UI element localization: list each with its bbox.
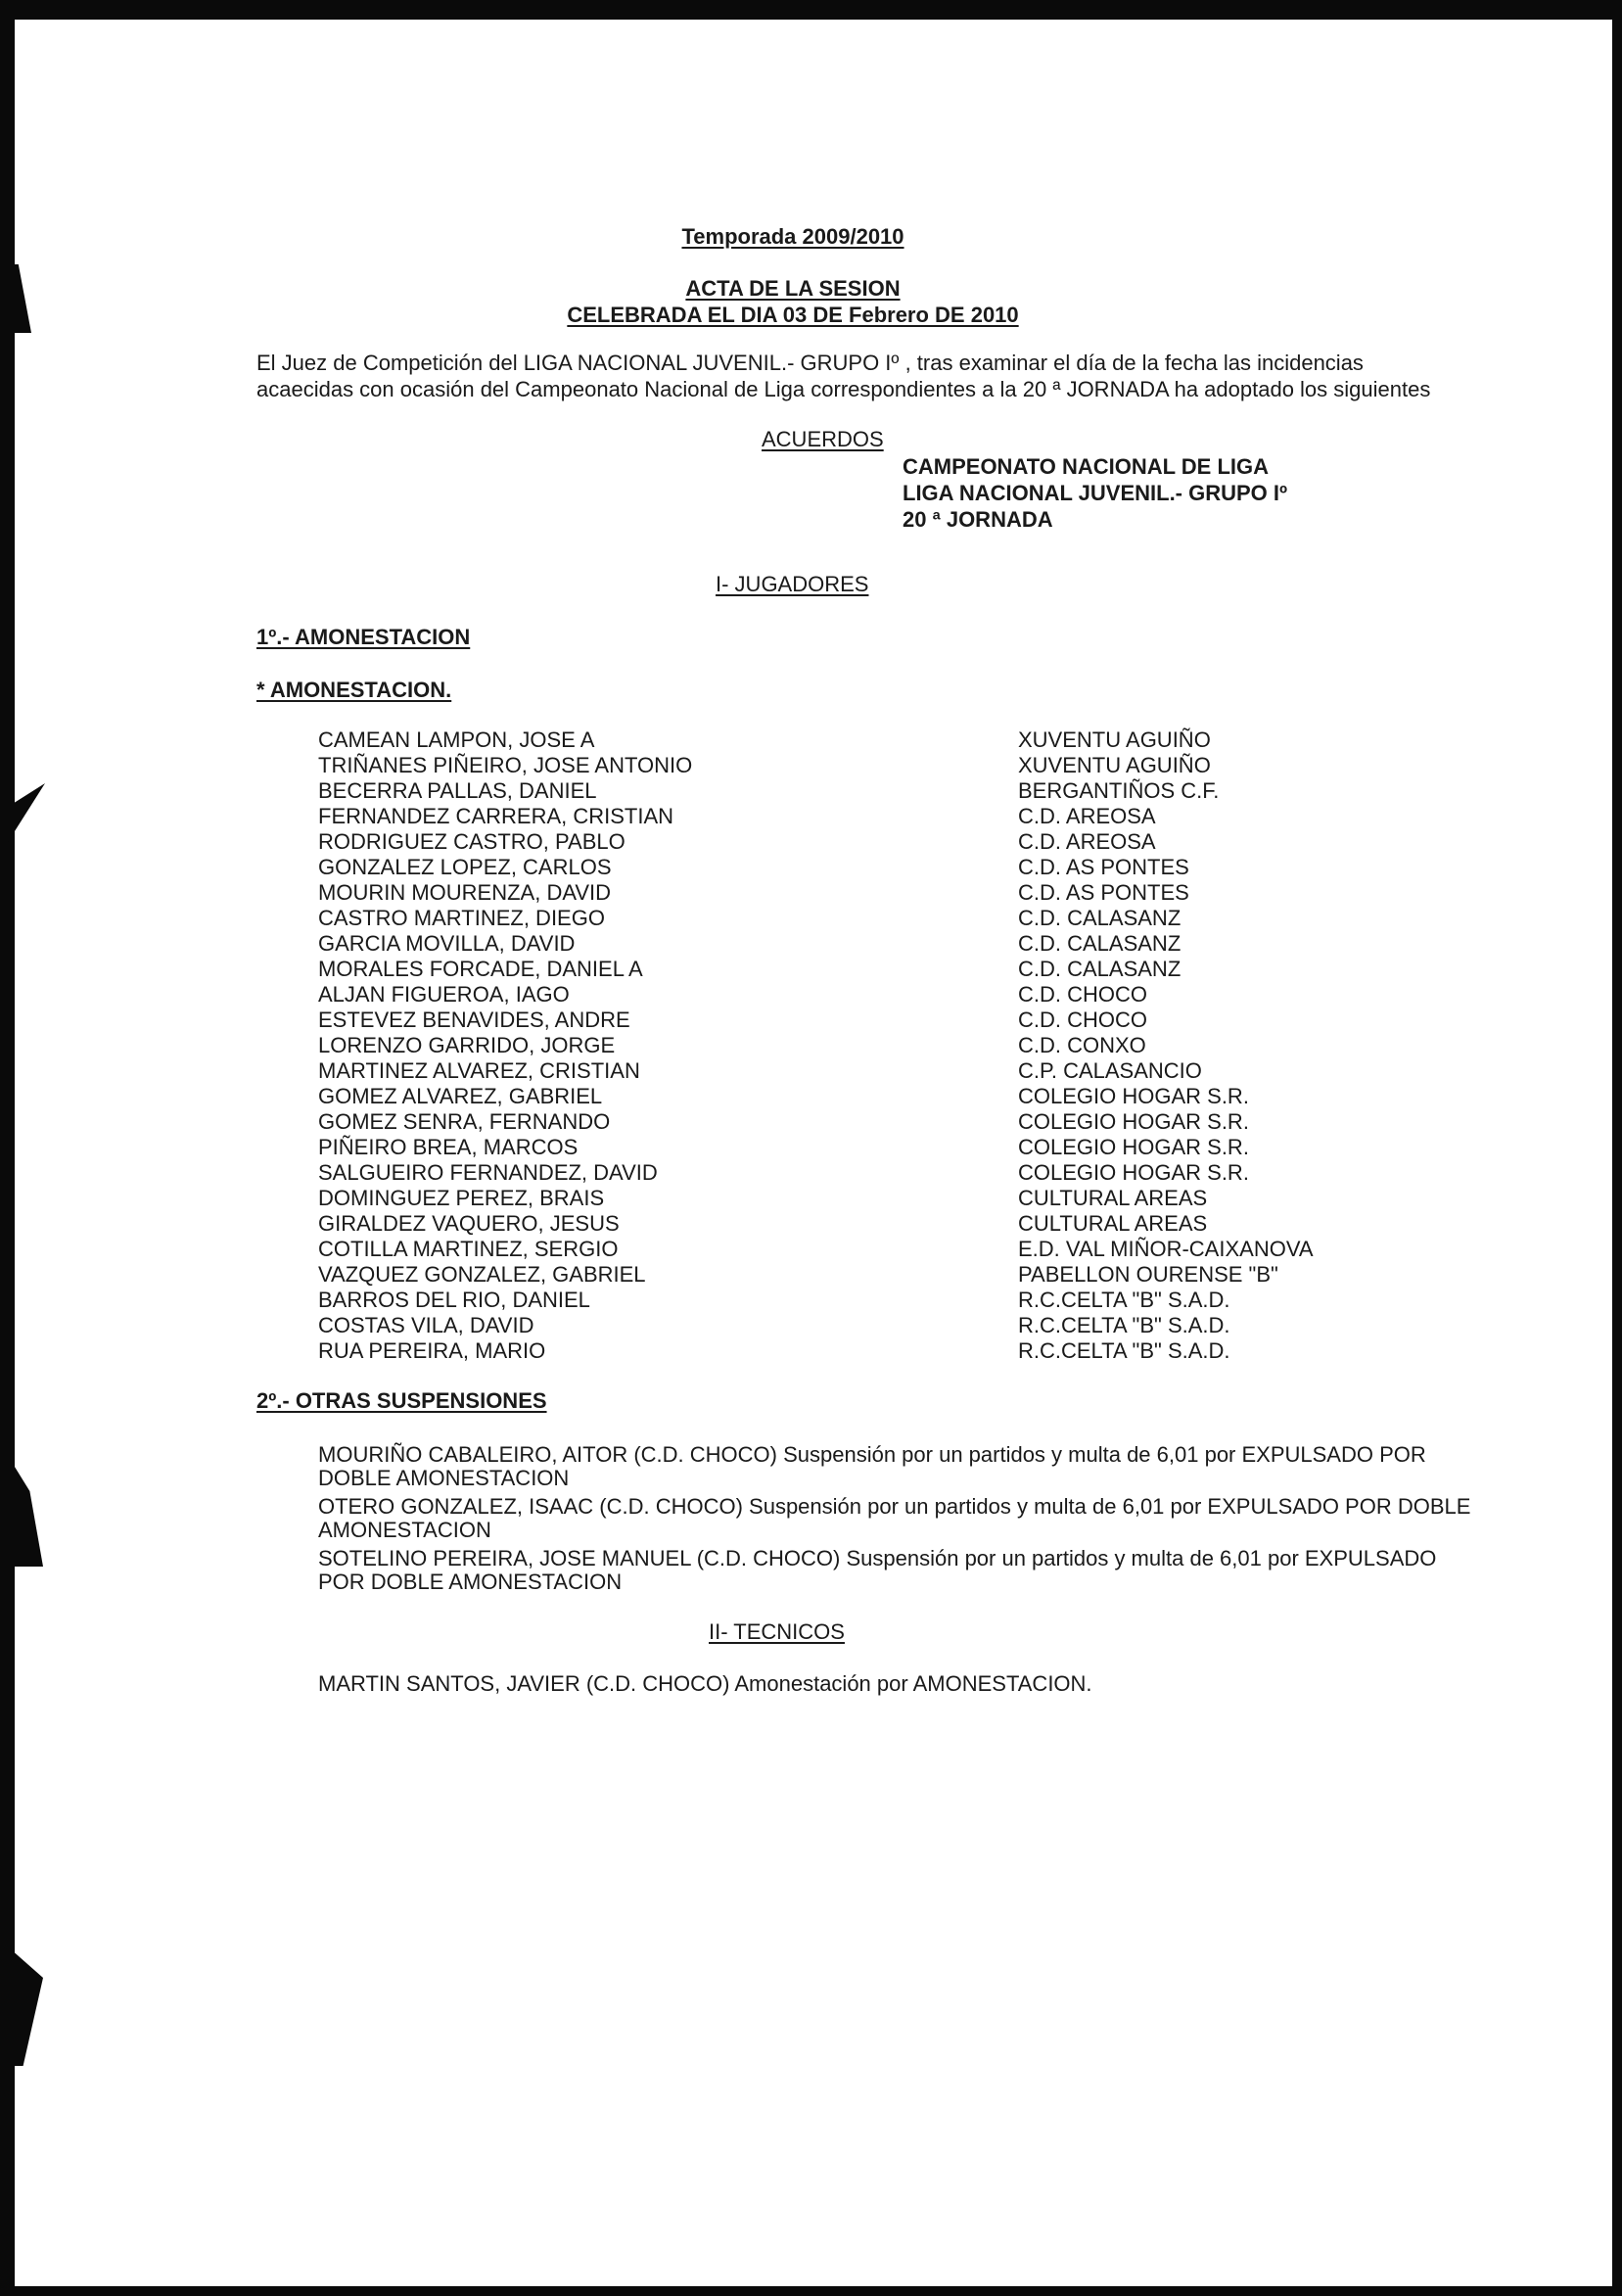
player-club: C.D. AREOSA [1018, 829, 1156, 854]
player-row [0, 1109, 1622, 1135]
player-name: ESTEVEZ BENAVIDES, ANDRE [318, 1007, 630, 1032]
player-row [0, 982, 1622, 1007]
player-row [0, 1084, 1622, 1109]
player-row [0, 829, 1622, 855]
player-row [0, 1160, 1622, 1186]
player-name: BECERRA PALLAS, DANIEL [318, 778, 597, 803]
player-name: GOMEZ SENRA, FERNANDO [318, 1109, 611, 1134]
intro-line-1: El Juez de Competición del LIGA NACIONAL JUVENIL.- GRUPO Iº , tras examinar el día de la fecha las incidencias [256, 351, 1364, 375]
player-name: CASTRO MARTINEZ, DIEGO [318, 906, 605, 930]
amonestacion-section: 1º.- AMONESTACION [256, 625, 471, 649]
acta-date: CELEBRADA EL DIA 03 DE Febrero DE 2010 [567, 303, 1019, 327]
player-club: C.D. CALASANZ [1018, 906, 1182, 930]
player-club: COLEGIO HOGAR S.R. [1018, 1135, 1249, 1159]
player-row [0, 931, 1622, 957]
player-club: C.P. CALASANCIO [1018, 1058, 1202, 1083]
player-club: CULTURAL AREAS [1018, 1186, 1208, 1210]
player-club: E.D. VAL MIÑOR-CAIXANOVA [1018, 1237, 1314, 1261]
competition-name: CAMPEONATO NACIONAL DE LIGA [903, 454, 1270, 479]
suspension-1-line-1: MOURIÑO CABALEIRO, AITOR (C.D. CHOCO) Suspensión por un partidos y multa de 6,01 por EXPULSADO POR [318, 1442, 1426, 1467]
player-club: COLEGIO HOGAR S.R. [1018, 1160, 1249, 1185]
player-name: ALJAN FIGUEROA, IAGO [318, 982, 570, 1007]
player-name: BARROS DEL RIO, DANIEL [318, 1288, 590, 1312]
player-row [0, 1135, 1622, 1160]
player-club: R.C.CELTA "B" S.A.D. [1018, 1338, 1230, 1363]
suspension-3-line-2: POR DOBLE AMONESTACION [318, 1570, 623, 1594]
intro-line-2: acaecidas con ocasión del Campeonato Nacional de Liga correspondientes a la 20 ª JORNADA ha adoptado los siguientes [256, 377, 1431, 401]
tecnico-entry: MARTIN SANTOS, JAVIER (C.D. CHOCO) Amonestación por AMONESTACION. [318, 1671, 1092, 1696]
player-name: TRIÑANES PIÑEIRO, JOSE ANTONIO [318, 753, 693, 777]
player-club: R.C.CELTA "B" S.A.D. [1018, 1288, 1230, 1312]
player-row [0, 1262, 1622, 1288]
suspension-3-line-1: SOTELINO PEREIRA, JOSE MANUEL (C.D. CHOCO) Suspensión por un partidos y multa de 6,01 por EXPULSADO [318, 1546, 1437, 1570]
tecnicos-heading: II- TECNICOS [709, 1619, 845, 1644]
player-name: GONZALEZ LOPEZ, CARLOS [318, 855, 612, 879]
player-club: C.D. AREOSA [1018, 804, 1156, 828]
player-name: MARTINEZ ALVAREZ, CRISTIAN [318, 1058, 640, 1083]
player-name: LORENZO GARRIDO, JORGE [318, 1033, 616, 1057]
jornada: 20 ª JORNADA [903, 507, 1053, 532]
suspensiones-heading: 2º.- OTRAS SUSPENSIONES [256, 1388, 547, 1413]
player-row [0, 1313, 1622, 1338]
player-name: COTILLA MARTINEZ, SERGIO [318, 1237, 619, 1261]
player-club: COLEGIO HOGAR S.R. [1018, 1084, 1249, 1108]
player-club: PABELLON OURENSE "B" [1018, 1262, 1278, 1287]
player-name: MOURIN MOURENZA, DAVID [318, 880, 612, 905]
player-name: CAMEAN LAMPON, JOSE A [318, 727, 595, 752]
player-row [0, 1186, 1622, 1211]
amonestacion-subsection: * AMONESTACION. [256, 678, 452, 702]
player-name: PIÑEIRO BREA, MARCOS [318, 1135, 579, 1159]
player-row [0, 957, 1622, 982]
suspension-1-line-2: DOBLE AMONESTACION [318, 1466, 570, 1490]
suspension-2-line-1: OTERO GONZALEZ, ISAAC (C.D. CHOCO) Suspensión por un partidos y multa de 6,01 por EXPULSADO POR DOBLE [318, 1494, 1471, 1519]
player-club: C.D. AS PONTES [1018, 855, 1189, 879]
player-name: SALGUEIRO FERNANDEZ, DAVID [318, 1160, 658, 1185]
player-name: FERNANDEZ CARRERA, CRISTIAN [318, 804, 674, 828]
player-club: XUVENTU AGUIÑO [1018, 753, 1211, 777]
player-name: MORALES FORCADE, DANIEL A [318, 957, 643, 981]
player-row [0, 804, 1622, 829]
player-name: RUA PEREIRA, MARIO [318, 1338, 546, 1363]
player-club: C.D. CHOCO [1018, 1007, 1147, 1032]
player-row [0, 1211, 1622, 1237]
player-club: R.C.CELTA "B" S.A.D. [1018, 1313, 1230, 1337]
player-club: COLEGIO HOGAR S.R. [1018, 1109, 1249, 1134]
season-title: Temporada 2009/2010 [681, 224, 904, 249]
player-club: BERGANTIÑOS C.F. [1018, 778, 1220, 803]
player-row [0, 855, 1622, 880]
jugadores-heading: I- JUGADORES [716, 572, 869, 596]
player-row [0, 1058, 1622, 1084]
player-name: GIRALDEZ VAQUERO, JESUS [318, 1211, 620, 1236]
suspension-2-line-2: AMONESTACION [318, 1518, 491, 1542]
player-row [0, 753, 1622, 778]
player-name: DOMINGUEZ PEREZ, BRAIS [318, 1186, 605, 1210]
player-row [0, 906, 1622, 931]
player-row [0, 1033, 1622, 1058]
player-club: C.D. CALASANZ [1018, 957, 1182, 981]
player-club: C.D. CALASANZ [1018, 931, 1182, 956]
player-club: CULTURAL AREAS [1018, 1211, 1208, 1236]
player-name: GOMEZ ALVAREZ, GABRIEL [318, 1084, 603, 1108]
player-row [0, 880, 1622, 906]
player-name: RODRIGUEZ CASTRO, PABLO [318, 829, 626, 854]
player-name: COSTAS VILA, DAVID [318, 1313, 534, 1337]
player-row [0, 1288, 1622, 1313]
player-row [0, 1237, 1622, 1262]
acuerdos-heading: ACUERDOS [762, 427, 884, 451]
player-name: VAZQUEZ GONZALEZ, GABRIEL [318, 1262, 646, 1287]
player-row [0, 1007, 1622, 1033]
player-club: XUVENTU AGUIÑO [1018, 727, 1211, 752]
player-row [0, 727, 1622, 753]
player-club: C.D. CONXO [1018, 1033, 1146, 1057]
league-group: LIGA NACIONAL JUVENIL.- GRUPO Iº [903, 481, 1288, 505]
player-club: C.D. CHOCO [1018, 982, 1147, 1007]
player-name: GARCIA MOVILLA, DAVID [318, 931, 576, 956]
player-row [0, 778, 1622, 804]
acta-title: ACTA DE LA SESION [685, 276, 901, 301]
player-row [0, 1338, 1622, 1364]
player-club: C.D. AS PONTES [1018, 880, 1189, 905]
